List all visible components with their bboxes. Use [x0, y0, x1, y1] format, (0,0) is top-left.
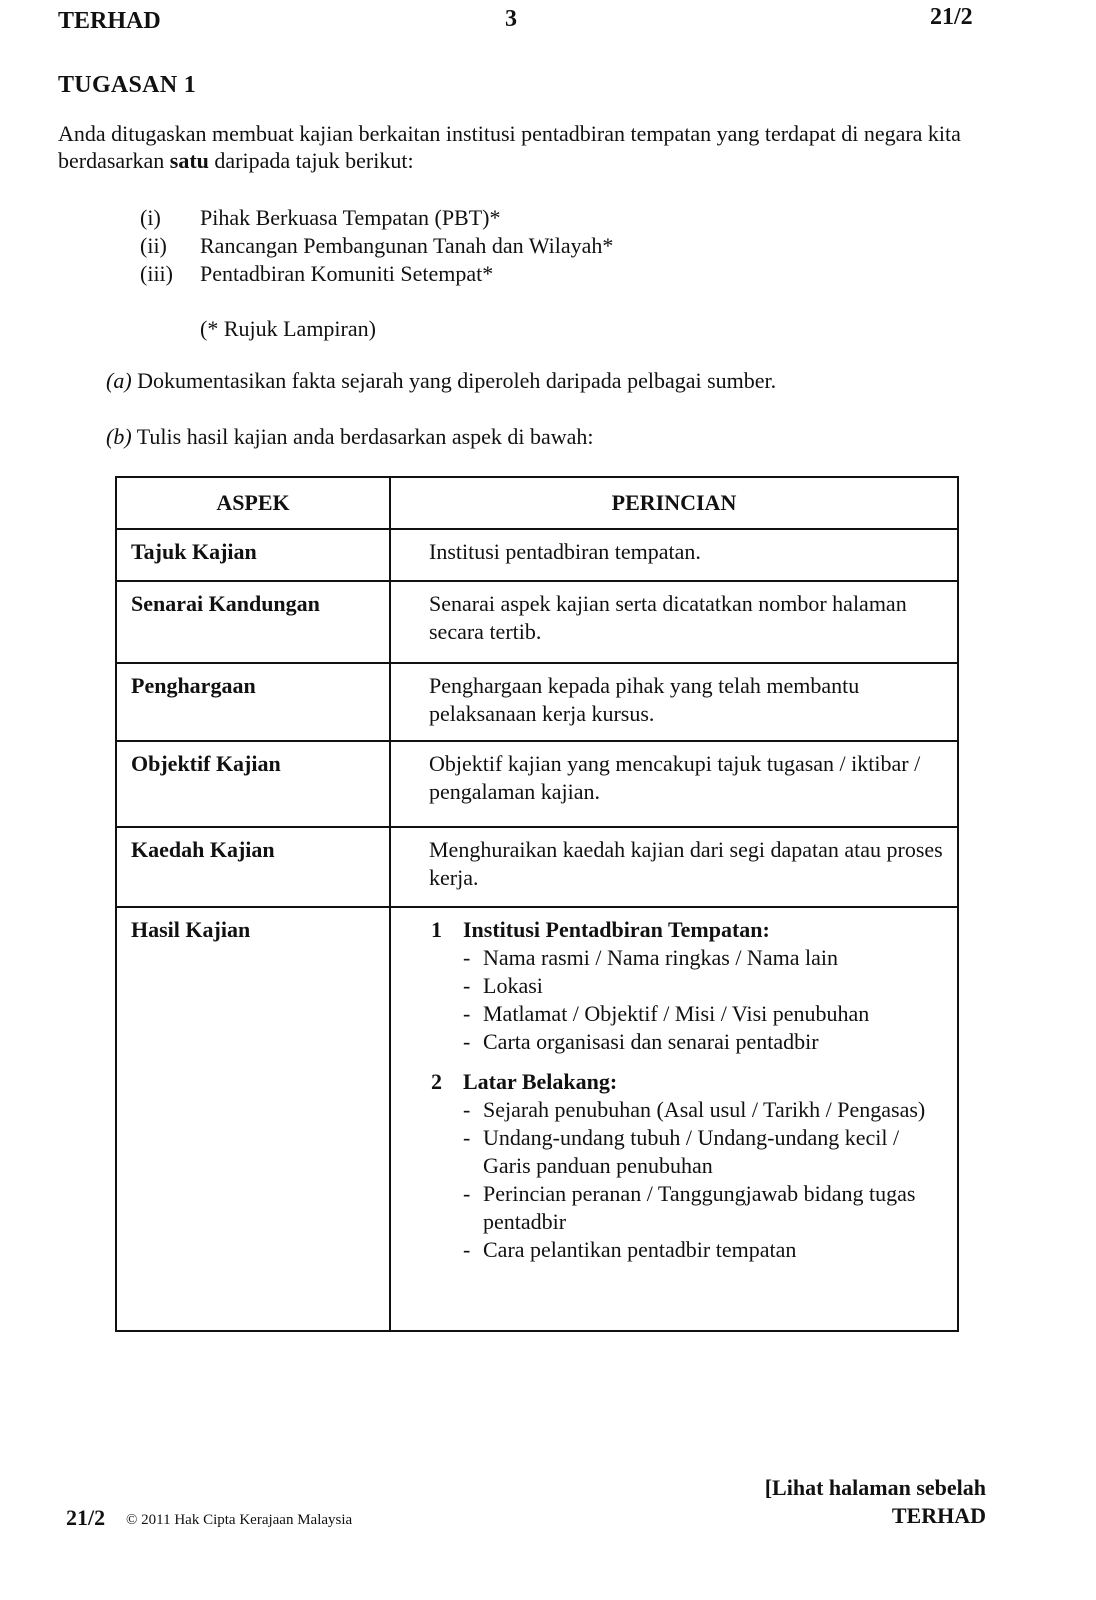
list-item-text: Undang-undang tubuh / Undang-undang kecil / Garis panduan penubuhan: [483, 1125, 900, 1178]
table-row: [116, 907, 958, 1331]
list-item: - Matlamat / Objektif / Misi / Visi penubuhan: [463, 1001, 870, 1026]
list-item-text: Nama rasmi / Nama ringkas / Nama lain: [483, 945, 838, 970]
topic-text: Pihak Berkuasa Tempatan (PBT)*: [200, 205, 501, 230]
footer-classification: TERHAD: [891, 1503, 986, 1528]
task-title: TUGASAN 1: [58, 72, 197, 98]
topic-text: Pentadbiran Komuniti Setempat*: [200, 261, 494, 286]
topic-number: (iii): [140, 261, 173, 286]
result-item-list: [463, 1096, 945, 1264]
footer-paper-code: 21/2: [66, 1505, 106, 1530]
part-b-instruction: [106, 424, 594, 450]
intro-text-before: Anda ditugaskan membuat kajian berkaitan institusi pentadbiran tempatan yang terdapat di negara kita berdasarkan: [58, 121, 961, 173]
intro-bold-word: satu: [169, 148, 209, 173]
footer-copyright: © 2011 Hak Cipta Kerajaan Malaysia: [126, 1512, 353, 1528]
aspect-table: [115, 476, 959, 1332]
intro-text-after: daripada tajuk berikut:: [208, 148, 414, 173]
topic-list: [140, 204, 613, 288]
see-next-page-note: [Lihat halaman sebelah: [764, 1475, 986, 1500]
paper-code: 21/2: [930, 4, 973, 30]
result-section: [431, 916, 945, 1056]
page-number: 3: [505, 6, 517, 32]
result-section-heading: [431, 916, 945, 944]
list-item-text: Lokasi: [483, 973, 543, 998]
list-item: - Nama rasmi / Nama ringkas / Nama lain: [463, 945, 838, 970]
list-item: - Lokasi: [463, 973, 543, 998]
result-section-heading: [431, 1068, 945, 1096]
hasil-kajian-cell: [390, 907, 958, 1331]
list-item: - Carta organisasi dan senarai pentadbir: [463, 1029, 819, 1054]
footer-right-block: [724, 1474, 986, 1530]
perincian-cell: Menghuraikan kaedah kajian dari segi dapatan atau proses kerja.: [390, 827, 958, 907]
table-row: [116, 663, 958, 741]
perincian-cell: Penghargaan kepada pihak yang telah membantu pelaksanaan kerja kursus.: [390, 663, 958, 741]
table-row: [116, 581, 958, 663]
intro-paragraph: [58, 120, 998, 174]
list-item: - Undang-undang tubuh / Undang-undang kecil / Garis panduan penubuhan: [463, 1124, 945, 1180]
list-item-text: Perincian peranan / Tanggungjawab bidang tugas pentadbir: [483, 1181, 916, 1234]
list-item: - Cara pelantikan pentadbir tempatan: [463, 1237, 797, 1262]
perincian-cell: Objektif kajian yang mencakupi tajuk tugasan / iktibar / pengalaman kajian.: [390, 741, 958, 827]
aspek-cell: Kaedah Kajian: [116, 827, 390, 907]
aspek-cell: Objektif Kajian: [116, 741, 390, 827]
result-section-number: 1: [431, 917, 442, 942]
part-b-text: Tulis hasil kajian anda berdasarkan aspek di bawah:: [131, 424, 594, 449]
result-section-title: Latar Belakang:: [463, 1069, 618, 1094]
list-item: - Sejarah penubuhan (Asal usul / Tarikh / Pengasas): [463, 1097, 926, 1122]
table-row: [116, 529, 958, 581]
list-item: - Perincian peranan / Tanggungjawab bidang tugas pentadbir: [463, 1180, 945, 1236]
column-header-aspek: ASPEK: [116, 477, 390, 529]
result-item-list: [463, 944, 945, 1056]
list-item-text: Sejarah penubuhan (Asal usul / Tarikh / Pengasas): [483, 1097, 926, 1122]
aspek-cell: Senarai Kandungan: [116, 581, 390, 663]
list-item-text: Cara pelantikan pentadbir tempatan: [483, 1237, 797, 1262]
table-row: [116, 741, 958, 827]
header-classification: TERHAD: [58, 8, 161, 34]
topic-item: [140, 204, 613, 232]
column-header-perincian: PERINCIAN: [390, 477, 958, 529]
part-a-label: (a): [106, 368, 132, 393]
appendix-note: (* Rujuk Lampiran): [200, 316, 376, 341]
result-section-title: Institusi Pentadbiran Tempatan:: [463, 917, 770, 942]
aspek-cell: Penghargaan: [116, 663, 390, 741]
aspek-cell: Tajuk Kajian: [116, 529, 390, 581]
topic-number: (ii): [140, 233, 167, 258]
aspek-cell: Hasil Kajian: [116, 907, 390, 1331]
perincian-cell: Institusi pentadbiran tempatan.: [390, 529, 958, 581]
topic-text: Rancangan Pembangunan Tanah dan Wilayah*: [200, 233, 614, 258]
table-row: [116, 827, 958, 907]
topic-item: [140, 260, 613, 288]
part-a-instruction: [106, 368, 776, 394]
part-a-text: Dokumentasikan fakta sejarah yang diperoleh daripada pelbagai sumber.: [131, 368, 777, 393]
table-header-row: [116, 477, 958, 529]
result-section-number: 2: [431, 1069, 442, 1094]
list-item-text: Matlamat / Objektif / Misi / Visi penubuhan: [483, 1001, 870, 1026]
perincian-cell: Senarai aspek kajian serta dicatatkan nombor halaman secara tertib.: [390, 581, 958, 663]
part-b-label: (b): [106, 424, 132, 449]
topic-item: [140, 232, 613, 260]
topic-number: (i): [140, 205, 161, 230]
result-section: [431, 1068, 945, 1264]
list-item-text: Carta organisasi dan senarai pentadbir: [483, 1029, 819, 1054]
